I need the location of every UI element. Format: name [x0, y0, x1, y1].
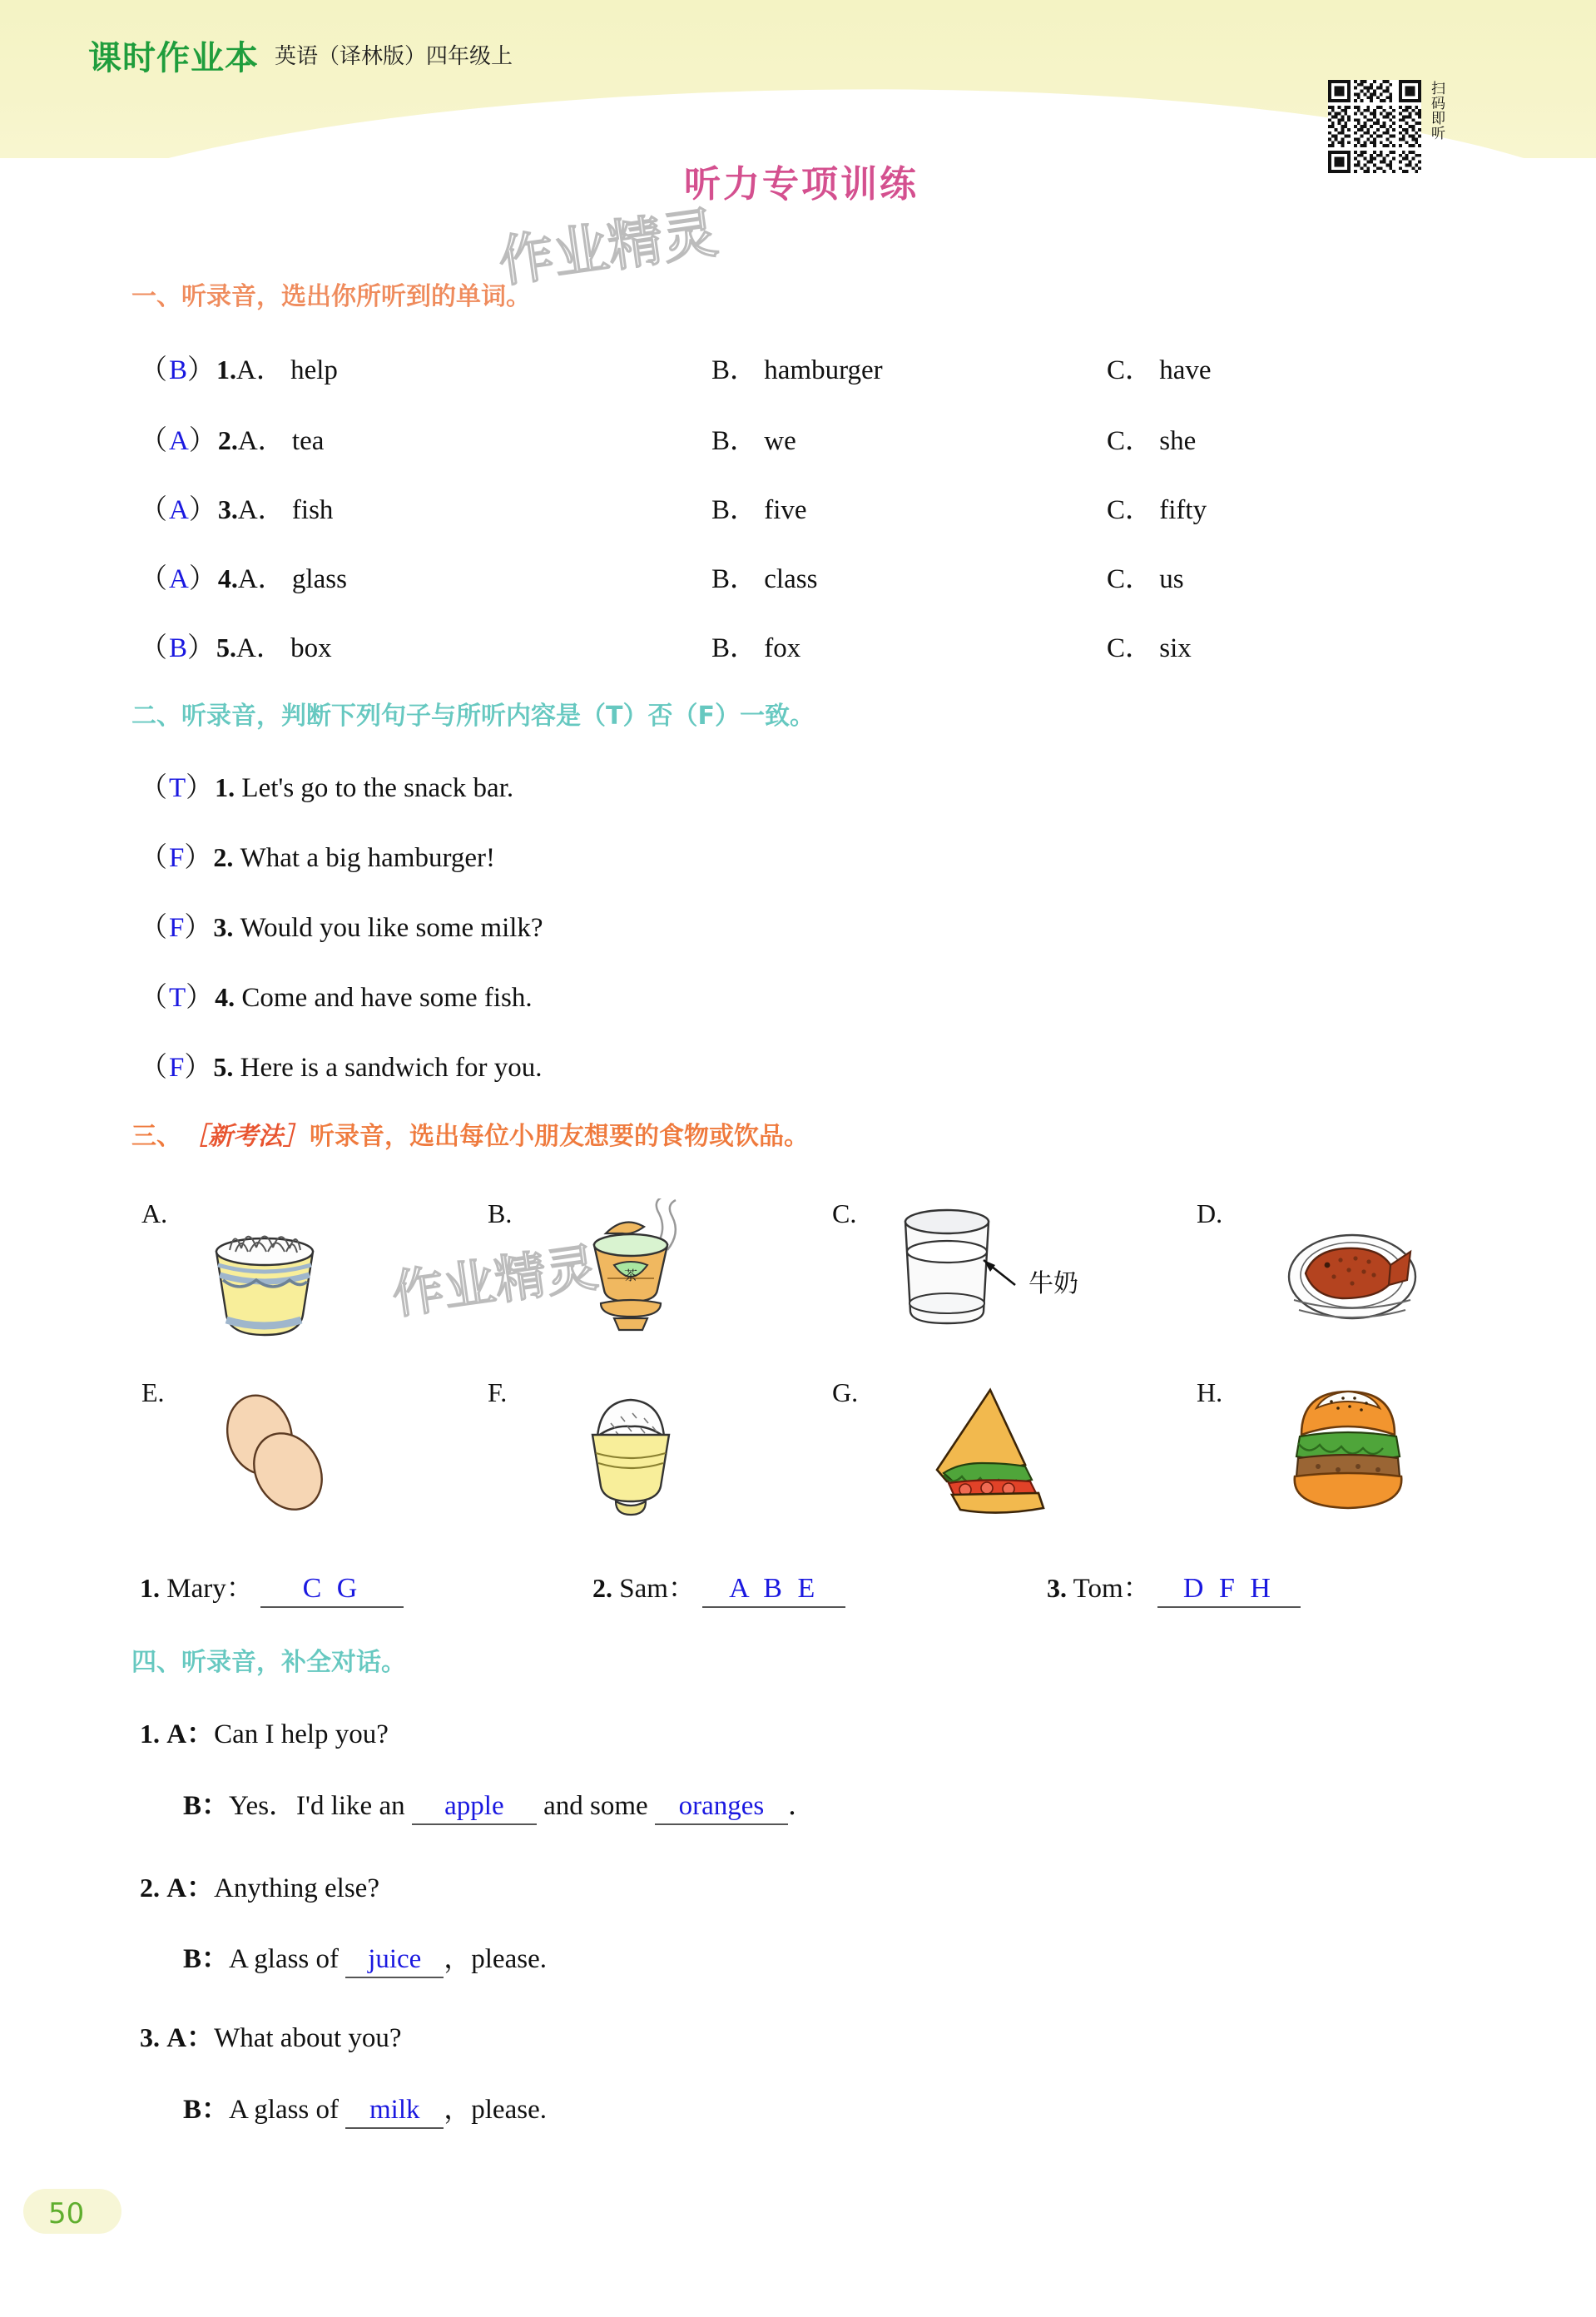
question-number: 3.: [213, 912, 234, 942]
sentence-text: Come and have some fish.: [241, 983, 533, 1013]
list-item: [1047, 1566, 1301, 1608]
answer-number: 1.: [140, 1573, 160, 1603]
dialogue-speaker: A：: [166, 1719, 215, 1749]
bracket-close: ）: [187, 633, 217, 663]
picture-label-f: F.: [488, 1377, 508, 1407]
dialogue-text: Anything else?: [214, 1873, 379, 1903]
bracket-close: ）: [188, 564, 218, 594]
section-4-heading: 四、听录音，补全对话。: [131, 1648, 406, 1677]
section-3-heading: [131, 1115, 809, 1152]
answer-blank-oranges[interactable]: oranges: [655, 1791, 788, 1825]
option-b[interactable]: B． hamburger: [711, 355, 883, 385]
fish-plate-icon: [1277, 1213, 1427, 1342]
student-name: Tom：: [1073, 1574, 1151, 1604]
dialogue-line: [140, 2016, 402, 2055]
bracket-open: （: [140, 633, 169, 663]
sandwich-icon: [900, 1383, 1083, 1525]
table-row: [140, 557, 347, 596]
bracket-open: （: [140, 495, 169, 525]
answer-value: B: [169, 355, 188, 385]
section-1-heading: 一、听录音，选出你所听到的单词。: [131, 282, 531, 311]
dialogue-text: Can I help you?: [214, 1719, 389, 1749]
dialogue-speaker: B：: [183, 1791, 230, 1821]
list-item: [592, 1566, 845, 1608]
dialogue-number: 2.: [140, 1873, 160, 1903]
section-3-heading-prefix: 三、: [131, 1122, 181, 1151]
tea-cup-icon: [556, 1198, 714, 1352]
sentence-text: Here is a sandwich for you.: [240, 1053, 543, 1083]
dialogue-text-post: ，please.: [444, 2095, 547, 2125]
page-title: 听力专项训练: [684, 163, 919, 206]
dialogue-line: [140, 1866, 379, 1905]
dialogue-line: [183, 1784, 815, 1825]
dialogue-text-mid: and some: [536, 1791, 655, 1821]
new-type-tag: ［新考法］: [183, 1122, 308, 1151]
question-number: 2.: [217, 425, 238, 455]
answer-number: 3.: [1047, 1573, 1067, 1603]
student-name: Mary：: [166, 1574, 254, 1604]
dialogue-line: [183, 2087, 547, 2129]
answer-value: F: [169, 913, 185, 943]
noodles-bowl-icon: [190, 1208, 340, 1350]
bracket-open: （: [140, 1053, 169, 1083]
answer-blank[interactable]: D F H: [1157, 1573, 1301, 1608]
bracket-close: ）: [184, 1053, 214, 1083]
picture-label-e: E.: [141, 1377, 165, 1407]
option-c[interactable]: C． she: [1107, 426, 1197, 456]
option-b[interactable]: B． five: [711, 495, 807, 525]
dialogue-text: Yes．I'd like an: [229, 1791, 412, 1821]
dialogue-line: [183, 1937, 547, 1978]
student-name: Sam：: [619, 1574, 696, 1604]
answer-value: B: [169, 633, 188, 663]
option-a[interactable]: A． help: [236, 355, 338, 385]
dialogue-text: What about you?: [214, 2023, 402, 2053]
glass-milk-icon: [882, 1205, 1115, 1342]
sentence-text: Let's go to the snack bar.: [241, 773, 514, 803]
table-row: [140, 1045, 543, 1084]
option-a[interactable]: A． fish: [237, 495, 334, 525]
option-c[interactable]: C． fifty: [1107, 495, 1207, 525]
dialogue-text: A glass of: [229, 1944, 346, 1974]
table-row: [140, 836, 495, 875]
picture-label-a: A.: [141, 1198, 168, 1228]
option-b[interactable]: B． class: [711, 564, 818, 594]
answer-number: 2.: [592, 1573, 612, 1603]
bracket-close: ）: [187, 355, 217, 385]
watermark-middle: 作业精灵: [388, 1237, 602, 1326]
question-number: 4.: [217, 563, 238, 593]
option-a[interactable]: A． tea: [237, 426, 325, 456]
brand-title: 课时作业本: [88, 39, 259, 77]
bracket-open: （: [140, 773, 169, 803]
table-row: [140, 975, 533, 1015]
answer-value: F: [169, 1053, 185, 1083]
answer-blank-milk[interactable]: milk: [345, 2095, 444, 2129]
picture-label-h: H.: [1197, 1377, 1223, 1407]
question-number: 4.: [215, 982, 235, 1012]
option-a[interactable]: A． glass: [237, 564, 347, 594]
rice-bowl-icon: [564, 1388, 697, 1526]
dialogue-text: A glass of: [229, 2095, 346, 2125]
option-c[interactable]: C． have: [1107, 355, 1212, 385]
bracket-close: ）: [186, 773, 216, 803]
answer-blank[interactable]: C G: [260, 1573, 404, 1608]
answer-blank-apple[interactable]: apple: [412, 1791, 537, 1825]
bracket-open: （: [140, 426, 169, 456]
option-b[interactable]: B． we: [711, 426, 796, 456]
picture-label-c: C.: [832, 1198, 857, 1228]
qr-label: 扫码即听: [1428, 81, 1445, 141]
hamburger-icon: [1273, 1383, 1423, 1525]
sentence-text: Would you like some milk?: [240, 913, 543, 943]
table-row: [140, 419, 324, 458]
brand-subtitle: 英语（译林版）四年级上: [275, 44, 513, 69]
dialogue-text-post: ，please.: [444, 1944, 547, 1974]
dialogue-speaker: A：: [166, 2023, 215, 2053]
qr-code-icon[interactable]: [1328, 80, 1421, 173]
answer-blank-juice[interactable]: juice: [345, 1944, 444, 1978]
svg-text:茶: 茶: [623, 1268, 638, 1283]
bracket-close: ）: [188, 426, 218, 456]
bracket-close: ）: [186, 983, 216, 1013]
table-row: [140, 766, 513, 805]
bracket-close: ）: [188, 495, 218, 525]
dialogue-number: 1.: [140, 1719, 160, 1749]
dialogue-line: [140, 1712, 389, 1751]
question-number: 5.: [213, 1052, 234, 1082]
table-row: [140, 488, 333, 527]
option-b[interactable]: B． fox: [711, 633, 801, 663]
option-a[interactable]: A． box: [236, 633, 332, 663]
dialogue-speaker: B：: [183, 2095, 230, 2125]
table-row: [140, 905, 543, 945]
qr-scan-block[interactable]: [1328, 80, 1445, 173]
section-3-heading-rest: 听录音，选出每位小朋友想要的食物或饮品。: [310, 1122, 809, 1151]
bracket-open: （: [140, 983, 169, 1013]
list-item: [140, 1566, 404, 1608]
question-number: 5.: [216, 633, 237, 662]
answer-value: T: [169, 773, 186, 803]
question-number: 1.: [216, 355, 237, 385]
picture-label-b: B.: [488, 1198, 513, 1228]
question-number: 3.: [217, 494, 238, 524]
answer-value: T: [169, 983, 186, 1013]
question-number: 2.: [213, 842, 234, 872]
dialogue-speaker: B：: [183, 1944, 230, 1974]
picture-label-d: D.: [1197, 1198, 1223, 1228]
option-c[interactable]: C． us: [1107, 564, 1184, 594]
option-c[interactable]: C． six: [1107, 633, 1192, 663]
question-number: 1.: [215, 772, 235, 802]
watermark-top: 作业精灵: [494, 200, 721, 295]
bracket-open: （: [140, 913, 169, 943]
bracket-open: （: [140, 355, 169, 385]
page-number: 50: [48, 2197, 85, 2230]
dialogue-text-post: ．: [787, 1791, 815, 1821]
milk-caption: 牛奶: [1028, 1269, 1078, 1298]
dialogue-speaker: A：: [166, 1873, 215, 1903]
bracket-open: （: [140, 564, 169, 594]
answer-value: A: [169, 564, 189, 594]
picture-label-g: G.: [832, 1377, 859, 1407]
sentence-text: What a big hamburger!: [240, 843, 495, 873]
bracket-open: （: [140, 843, 169, 873]
answer-value: F: [169, 843, 185, 873]
bracket-close: ）: [184, 843, 214, 873]
dialogue-number: 3.: [140, 2022, 160, 2052]
eggs-icon: [208, 1392, 349, 1521]
answer-value: A: [169, 495, 189, 525]
table-row: [140, 348, 338, 387]
table-row: [140, 626, 332, 665]
answer-value: A: [169, 426, 189, 456]
section-2-heading: 二、听录音，判断下列句子与所听内容是（T）否（F）一致。: [131, 702, 815, 731]
answer-blank[interactable]: A B E: [702, 1573, 845, 1608]
bracket-close: ）: [184, 913, 214, 943]
